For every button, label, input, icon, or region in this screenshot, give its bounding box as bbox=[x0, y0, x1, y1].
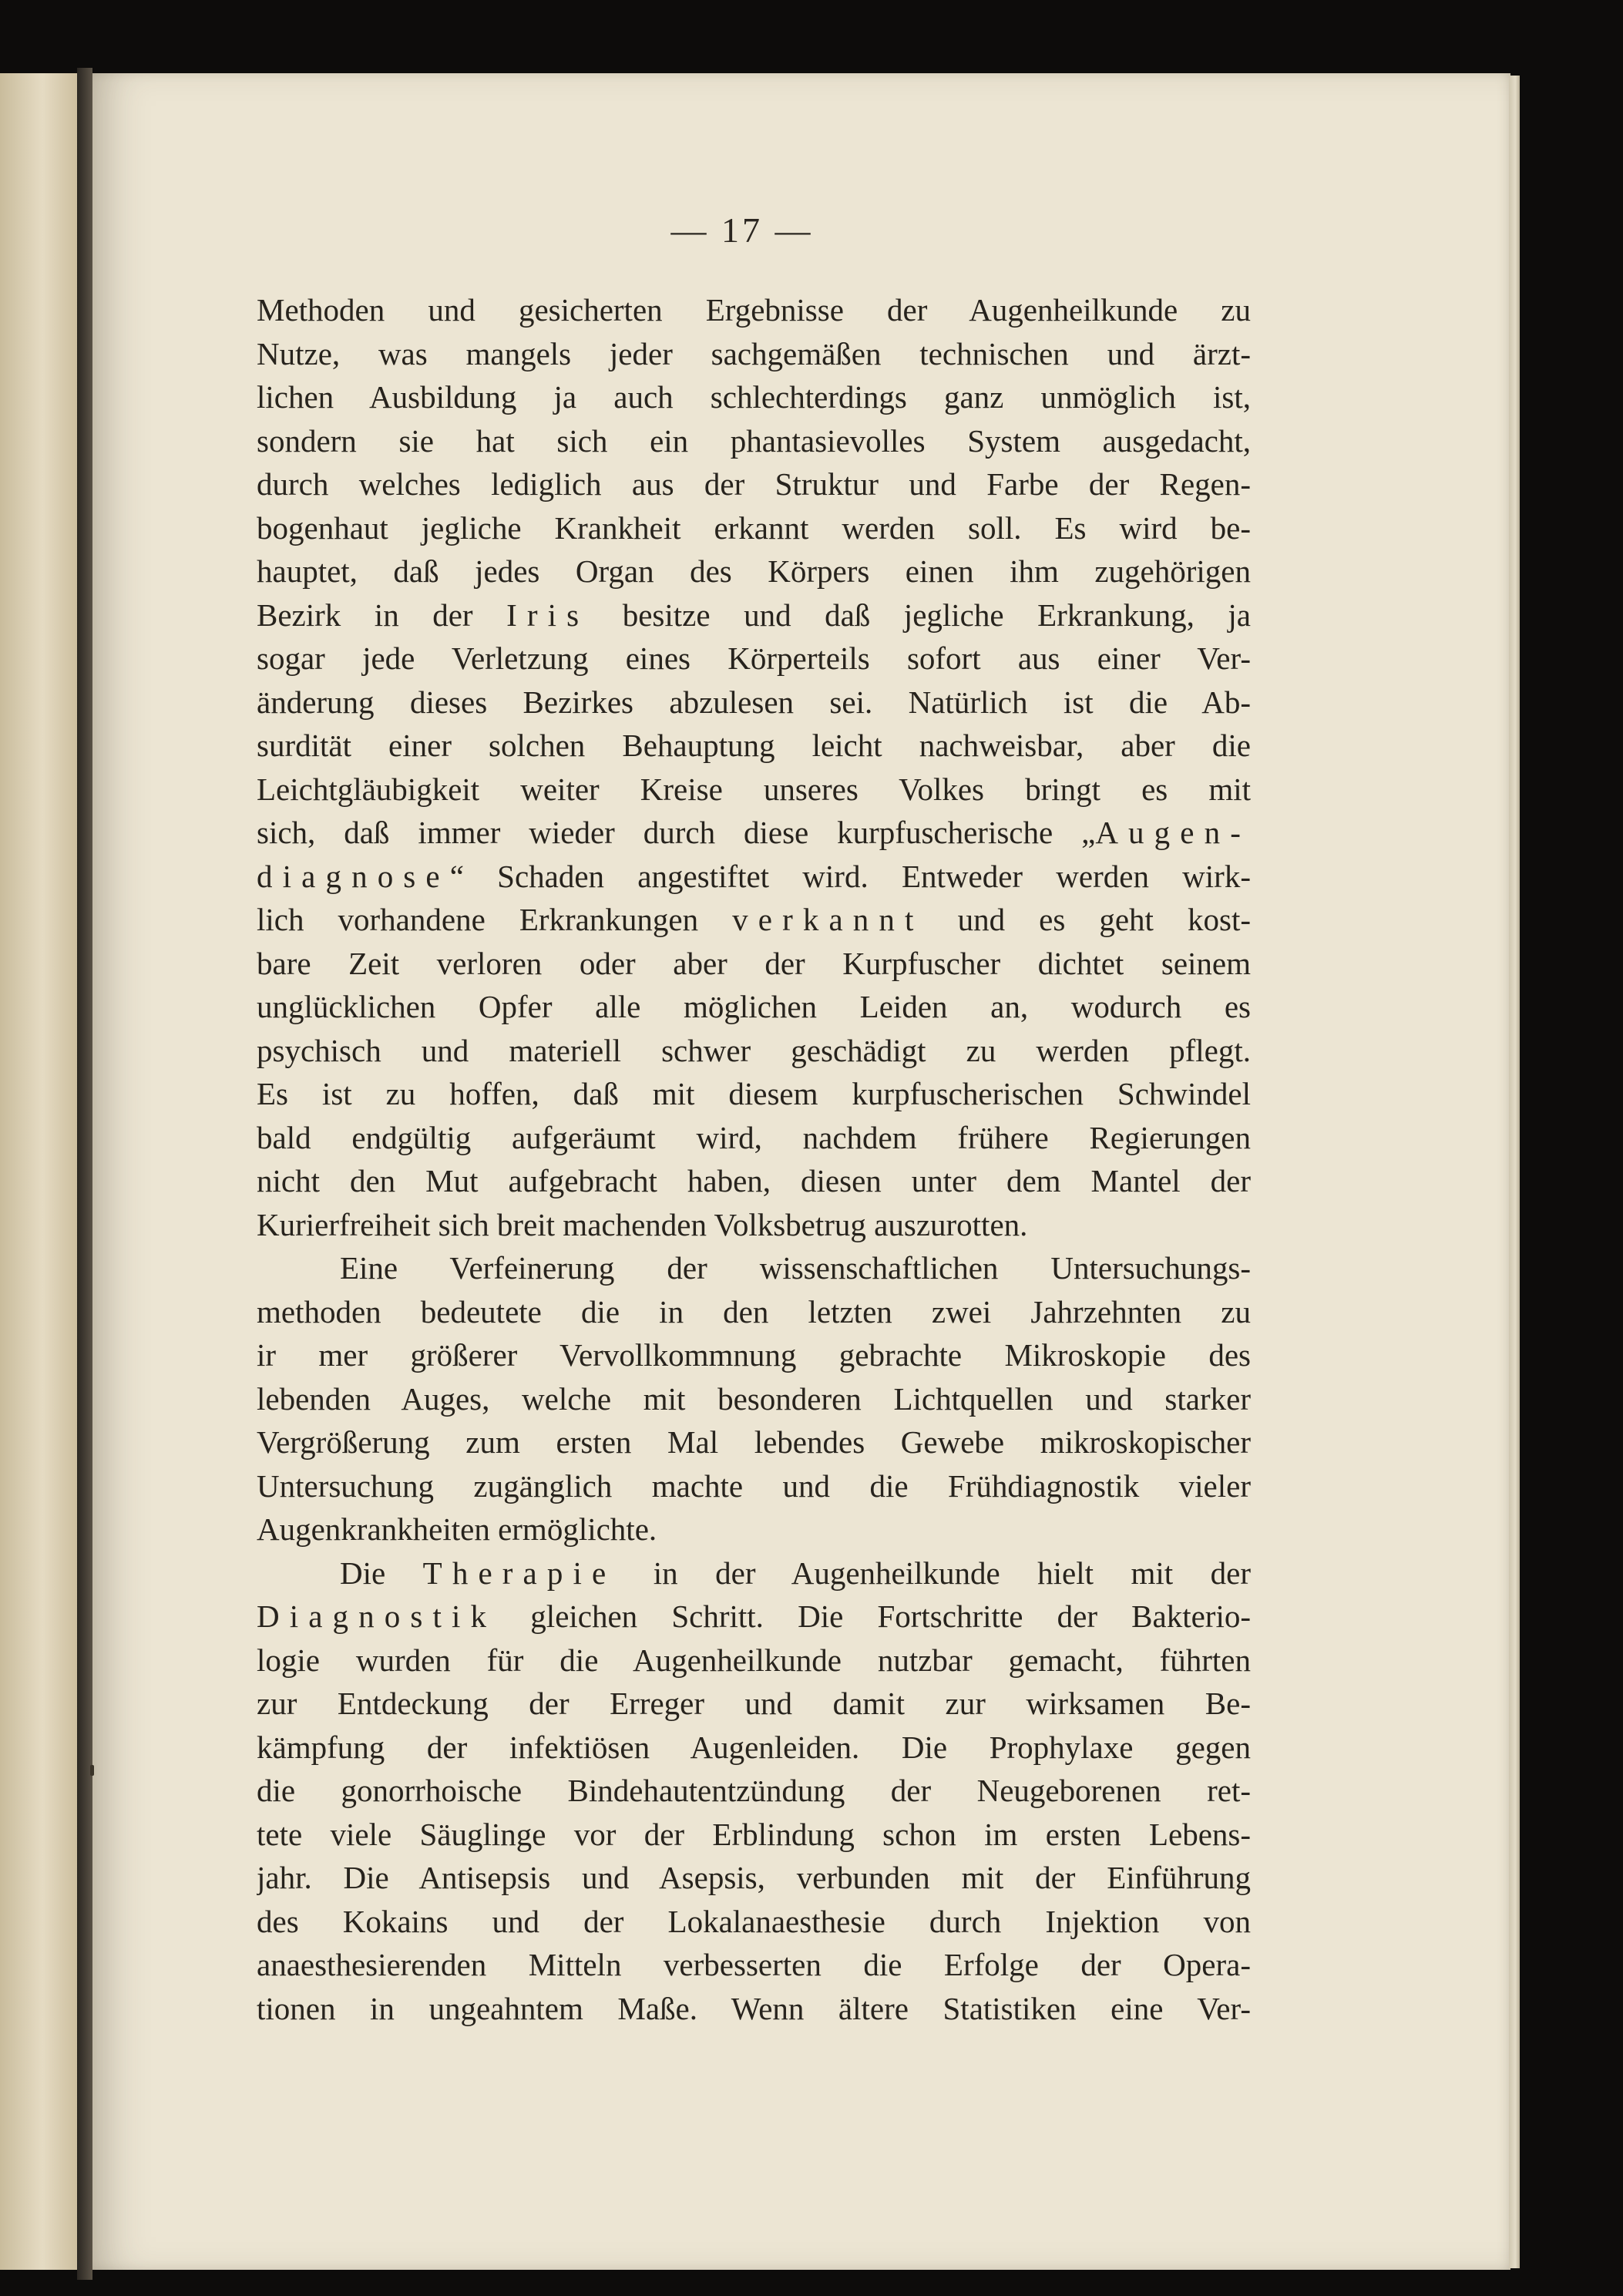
text-line bbox=[257, 898, 1251, 942]
text-run: Die bbox=[340, 1555, 423, 1591]
text-run: logie wurden für die Augenheilkunde nutzbar gemacht, führten bbox=[257, 1642, 1251, 1678]
body-text bbox=[257, 288, 1251, 2030]
left-page-edge bbox=[0, 73, 77, 2270]
text-run: bogenhaut jegliche Krankheit erkannt werden soll. Es wird be- bbox=[257, 509, 1251, 546]
ink-mark bbox=[90, 1765, 94, 1776]
text-line bbox=[257, 419, 1251, 463]
text-line bbox=[257, 681, 1251, 724]
text-line bbox=[257, 1377, 1251, 1421]
spaced-emphasis: diagnose bbox=[257, 858, 450, 894]
text-line bbox=[257, 1464, 1251, 1508]
text-line bbox=[257, 1029, 1251, 1073]
text-run: Leichtgläubigkeit weiter Kreise unseres Volkes bringt es mit bbox=[257, 771, 1251, 807]
text-run: und es geht kost- bbox=[923, 902, 1251, 937]
text-line bbox=[257, 1813, 1251, 1857]
text-line bbox=[257, 1246, 1251, 1290]
text-line bbox=[257, 1551, 1251, 1595]
text-run: Methoden und gesicherten Ergebnisse der Augenheilkunde zu bbox=[257, 292, 1251, 328]
page-right-edge bbox=[1509, 76, 1520, 2268]
text-run: besitze und daß jegliche Erkrankung, ja bbox=[589, 597, 1251, 633]
text-run: lich vorhandene Erkrankungen bbox=[257, 902, 733, 937]
text-run: Bezirk in der bbox=[257, 597, 507, 633]
text-run: durch welches lediglich aus der Struktur und Farbe der Regen- bbox=[257, 466, 1251, 502]
text-line bbox=[257, 462, 1251, 506]
text-line bbox=[257, 1420, 1251, 1464]
text-run: unglücklichen Opfer alle möglichen Leiden an, wodurch es bbox=[257, 989, 1251, 1024]
text-run: bald endgültig aufgeräumt wird, nachdem frühere Regierungen bbox=[257, 1119, 1251, 1155]
text-run: sich, daß immer wieder durch diese kurpfuscherische „ bbox=[257, 815, 1096, 850]
text-line bbox=[257, 1072, 1251, 1116]
spaced-emphasis: Augen- bbox=[1095, 815, 1251, 850]
text-run: tete viele Säuglinge vor der Erblindung schon im ersten Lebens- bbox=[257, 1816, 1251, 1852]
text-run: sogar jede Verletzung eines Körperteils sofort aus einer Ver- bbox=[257, 640, 1251, 676]
text-run: bare Zeit verloren oder aber der Kurpfuscher dichtet seinem bbox=[257, 945, 1251, 981]
text-run: nicht den Mut aufgebracht haben, diesen unter dem Mantel der bbox=[257, 1163, 1251, 1198]
text-line bbox=[257, 811, 1251, 855]
text-run: tionen in ungeahntem Maße. Wenn ältere Statistiken eine Ver- bbox=[257, 1990, 1251, 2026]
text-run: surdität einer solchen Behauptung leicht nachweisbar, aber die bbox=[257, 728, 1251, 763]
text-run: hauptet, daß jedes Organ des Körpers einen ihm zugehörigen bbox=[257, 553, 1251, 589]
text-line bbox=[257, 593, 1251, 637]
text-line bbox=[257, 1116, 1251, 1160]
text-line bbox=[257, 942, 1251, 986]
text-line bbox=[257, 1987, 1251, 2031]
text-run: Es ist zu hoffen, daß mit diesem kurpfuscherischen Schwindel bbox=[257, 1076, 1251, 1111]
text-run: “ Schaden angestiftet wird. Entweder werden wirk- bbox=[449, 858, 1251, 894]
text-run: Vergrößerung zum ersten Mal lebendes Gewebe mikroskopischer bbox=[257, 1424, 1251, 1460]
text-line bbox=[257, 1682, 1251, 1726]
text-line bbox=[257, 332, 1251, 376]
text-run: die gonorrhoische Bindehautentzündung der Neugeborenen ret- bbox=[257, 1773, 1251, 1808]
text-run: jahr. Die Antisepsis und Asepsis, verbunden mit der Einführung bbox=[257, 1860, 1251, 1895]
text-run: anaesthesierenden Mitteln verbesserten die Erfolge der Opera- bbox=[257, 1947, 1251, 1982]
text-run: gleichen Schritt. Die Fortschritte der Bakterio- bbox=[496, 1598, 1251, 1634]
text-line bbox=[257, 1726, 1251, 1770]
text-run: psychisch und materiell schwer geschädigt zu werden pflegt. bbox=[257, 1032, 1251, 1068]
text-line bbox=[257, 1203, 1251, 1247]
text-line bbox=[257, 506, 1251, 550]
text-run: methoden bedeutete die in den letzten zwei Jahrzehnten zu bbox=[257, 1293, 1251, 1330]
page-number: — 17 — bbox=[670, 210, 814, 250]
text-run: in der Augenheilkunde hielt mit der bbox=[616, 1555, 1251, 1591]
text-line bbox=[257, 985, 1251, 1029]
text-run: zur Entdeckung der Erreger und damit zur wirksamen Be- bbox=[257, 1686, 1251, 1721]
text-run: des Kokains und der Lokalanaesthesie durch Injektion von bbox=[257, 1903, 1251, 1939]
text-line bbox=[257, 1159, 1251, 1203]
spaced-emphasis: Therapie bbox=[422, 1555, 617, 1591]
text-line bbox=[257, 375, 1251, 419]
spaced-emphasis: Iris bbox=[506, 597, 590, 633]
text-line bbox=[257, 855, 1251, 899]
text-run: kämpfung der infektiösen Augenleiden. Die Prophylaxe gegen bbox=[257, 1729, 1251, 1765]
text-line bbox=[257, 637, 1251, 681]
text-line bbox=[257, 1769, 1251, 1813]
text-run: lebenden Auges, welche mit besonderen Lichtquellen und starker bbox=[257, 1380, 1251, 1417]
text-run: sondern sie hat sich ein phantasievolles System ausgedacht, bbox=[257, 422, 1251, 459]
text-line bbox=[257, 1508, 1251, 1551]
text-line bbox=[257, 1333, 1251, 1377]
text-line bbox=[257, 550, 1251, 593]
text-line bbox=[257, 1856, 1251, 1900]
text-run: ir mer größerer Vervollkommnung gebrachte Mikroskopie des bbox=[257, 1337, 1251, 1373]
text-line bbox=[257, 1639, 1251, 1683]
text-line bbox=[257, 1900, 1251, 1944]
text-line bbox=[257, 1290, 1251, 1334]
text-run: Eine Verfeinerung der wissenschaftlichen Untersuchungs- bbox=[340, 1250, 1251, 1286]
text-run: Kurierfreiheit sich breit machenden Volksbetrug auszurotten. bbox=[257, 1206, 1028, 1242]
book-gutter bbox=[77, 68, 92, 2280]
spaced-emphasis: verkannt bbox=[732, 902, 924, 937]
text-line bbox=[257, 768, 1251, 812]
text-run: änderung dieses Bezirkes abzulesen sei. Natürlich ist die Ab- bbox=[257, 684, 1251, 720]
text-line bbox=[257, 724, 1251, 768]
spaced-emphasis: Diagnostik bbox=[257, 1598, 497, 1634]
text-line bbox=[257, 1943, 1251, 1987]
text-run: lichen Ausbildung ja auch schlechterdings ganz unmöglich ist, bbox=[257, 379, 1251, 415]
text-run: Untersuchung zugänglich machte und die Frühdiagnostik vieler bbox=[257, 1467, 1251, 1504]
text-run: Augenkrankheiten ermöglichte. bbox=[257, 1511, 657, 1547]
text-run: Nutze, was mangels jeder sachgemäßen technischen und ärzt- bbox=[257, 335, 1251, 371]
text-line bbox=[257, 1595, 1251, 1639]
text-line bbox=[257, 288, 1251, 332]
